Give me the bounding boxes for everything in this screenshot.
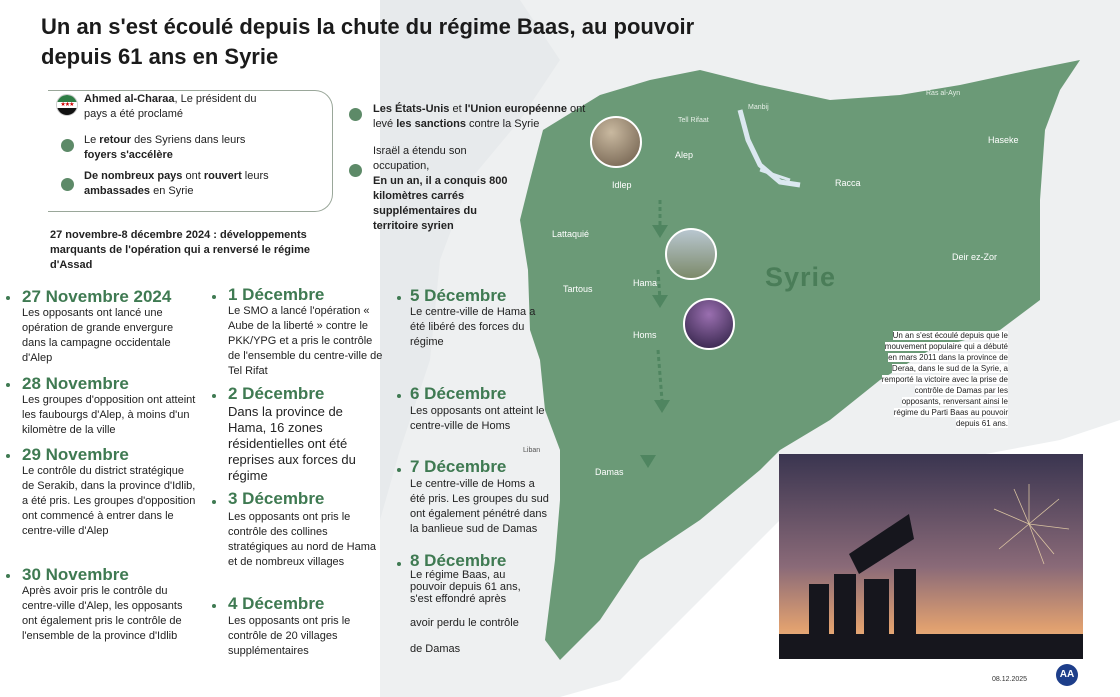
city-label: Alep <box>675 150 694 160</box>
city-label: Idlep <box>612 180 632 190</box>
city-label: Homs <box>633 330 657 340</box>
event-bullet <box>212 295 216 299</box>
fact-bullet-icon <box>61 178 74 191</box>
aleppo-photo <box>590 116 642 168</box>
city-label: Deir ez-Zor <box>952 252 998 262</box>
fact-president: Ahmed al-Charaa, Le président du pays a été proclamé <box>84 93 257 120</box>
fact-return: Le retour des Syriens dans leurs foyers s'accélère <box>84 134 246 161</box>
event-bullet <box>6 296 10 300</box>
date-stamp: 08.12.2025 <box>992 676 1028 683</box>
event-date: 27 Novembre 2024 <box>22 287 172 306</box>
event-bullet <box>6 574 10 578</box>
event-date: 8 Décembre <box>410 551 507 570</box>
event-bullet <box>212 604 216 608</box>
fact-israel: Israël a étendu son occupation, En un an, il a conquis 800 kilomètres carrés supplémentaires du territoire syrien <box>373 145 508 232</box>
event-text: Les opposants ont atteint le centre-ville de Homs <box>410 405 545 432</box>
tank-photo <box>665 228 717 280</box>
event-date: 7 Décembre <box>410 457 507 476</box>
event-text: Dans la province de Hama, 16 zones résidentielles ont été reprises aux forces du régime <box>228 404 356 483</box>
event-text: Les opposants ont pris le contrôle de 20 villages supplémentaires <box>228 615 351 657</box>
event-bullet <box>6 383 10 387</box>
event-text: Le centre-ville de Hama a été libéré des forces du régime <box>410 306 536 348</box>
homs-night-photo <box>683 298 735 350</box>
event-text: avoir perdu le contrôle <box>410 617 519 629</box>
aa-logo-icon: AA <box>1056 664 1078 686</box>
city-label: Racca <box>835 178 861 188</box>
neighbor-label: Liban <box>523 447 541 454</box>
page-title: Un an s'est écoulé depuis la chute du régime Baas, au pouvoir depuis 61 ans en Syrie <box>41 14 695 69</box>
syrian-flag-icon: ★★★ <box>56 94 78 116</box>
city-label: Haseke <box>988 135 1019 145</box>
event-date: 2 Décembre <box>228 384 325 403</box>
country-label: Syrie <box>765 262 837 292</box>
event-date: 4 Décembre <box>228 594 325 613</box>
event-date: 1 Décembre <box>228 285 325 304</box>
fact-bullet-icon <box>349 108 362 121</box>
city-label: Damas <box>595 467 624 477</box>
event-date: 28 Novembre <box>22 374 129 393</box>
event-text: Les opposants ont lancé une opération de grande envergure dans la campagne occidentale d'Alep <box>22 307 174 364</box>
event-text: Le SMO a lancé l'opération « Aube de la liberté » contre le PKK/YPG et a pris le contrôle de l'ensemble du centre-ville de Tel Rifat <box>228 305 383 377</box>
event-text: Les opposants ont pris le contrôle des collines stratégiques au nord de Hama et de nombreux villages <box>228 511 376 568</box>
photo-caption: Un an s'est écoulé depuis que le mouvement populaire qui a débuté en mars 2011 dans la province de Deraa, dans le sud de la Syrie, a remporté la victoire avec la prise de contrôle de Damas par les opposants, renversant ainsi le régime du Parti Baas au pouvoir depuis 61 ans. <box>881 331 1008 428</box>
timeline-heading: 27 novembre-8 décembre 2024 : développements marquants de l'opération qui a renversé le régime d'Assad <box>50 229 310 271</box>
place-label: Ras al-Ayn <box>926 90 961 97</box>
event-date: 5 Décembre <box>410 286 507 305</box>
event-bullet <box>397 468 401 472</box>
event-text: Après avoir pris le contrôle du centre-ville d'Alep, les opposants ont également pris le contrôle de l'ensemble de la province d'Idlib <box>22 585 183 642</box>
fact-bullet-icon <box>61 139 74 152</box>
event-date: 30 Novembre <box>22 565 129 584</box>
event-text: Les groupes d'opposition ont atteint les faubourgs d'Alep, à moins d'un kilomètre de la ville <box>22 394 196 436</box>
place-label: Manbij <box>748 104 769 111</box>
event-text: Le contrôle du district stratégique de Serakib, dans la province d'Idlib, a été pris. Les groupes d'opposition ont commencé à entrer dans le centre-ville d'Alep <box>22 465 196 537</box>
event-bullet <box>397 394 401 398</box>
city-label: Hama <box>633 278 658 288</box>
event-date: 6 Décembre <box>410 384 507 403</box>
event-bullet <box>212 500 216 504</box>
event-bullet <box>6 454 10 458</box>
place-label: Tell Rifaat <box>678 117 709 124</box>
event-bullet <box>397 296 401 300</box>
event-bullet <box>212 394 216 398</box>
fact-sanctions: Les États-Unis et l'Union européenne ont levé les sanctions contre la Syrie <box>373 103 586 130</box>
city-label: Lattaquié <box>552 229 590 239</box>
event-bullet <box>397 562 401 566</box>
event-text: Le centre-ville de Homs a été pris. Les groupes du sud ont également pénétré dans la banlieue sud de Damas <box>410 478 549 535</box>
fact-bullet-icon <box>349 164 362 177</box>
fact-embassies: De nombreux pays ont rouvert leurs ambassades en Syrie <box>84 170 269 197</box>
event-text: de Damas <box>410 643 461 655</box>
event-text: Le régime Baas, au pouvoir depuis 61 ans, s'est effondré après <box>410 569 521 605</box>
city-label: Tartous <box>563 284 593 294</box>
celebration-photo <box>779 454 1083 659</box>
event-date: 3 Décembre <box>228 489 325 508</box>
event-date: 29 Novembre <box>22 445 129 464</box>
